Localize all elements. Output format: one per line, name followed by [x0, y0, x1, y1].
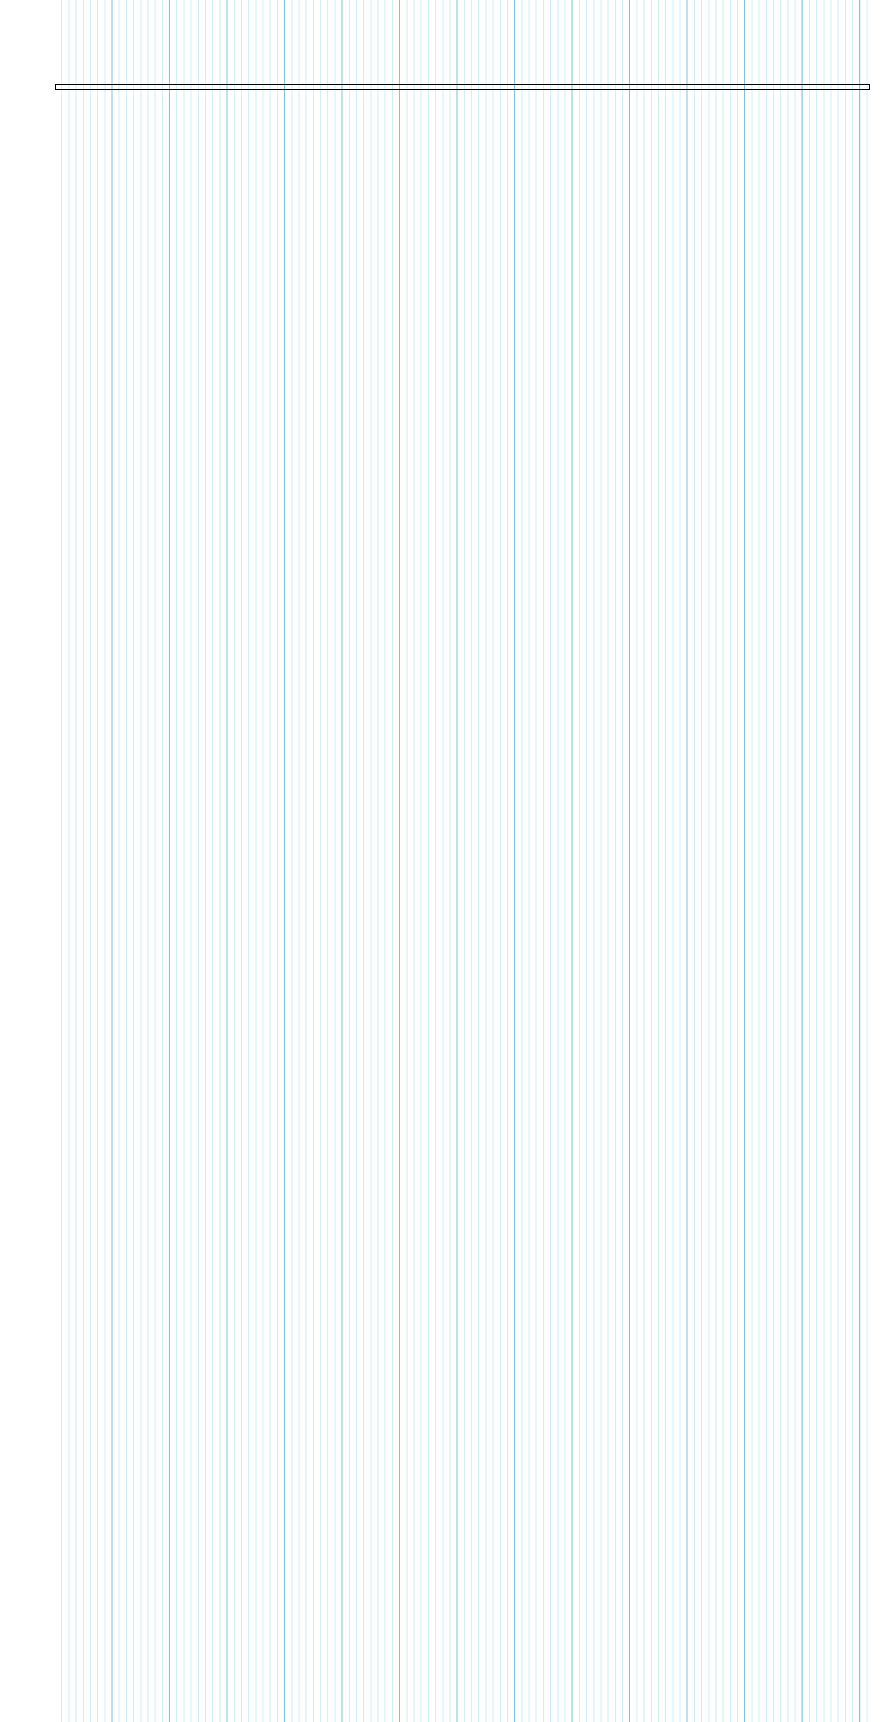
- cytoband-bar[interactable]: [55, 84, 870, 90]
- background-grid: [55, 0, 870, 1722]
